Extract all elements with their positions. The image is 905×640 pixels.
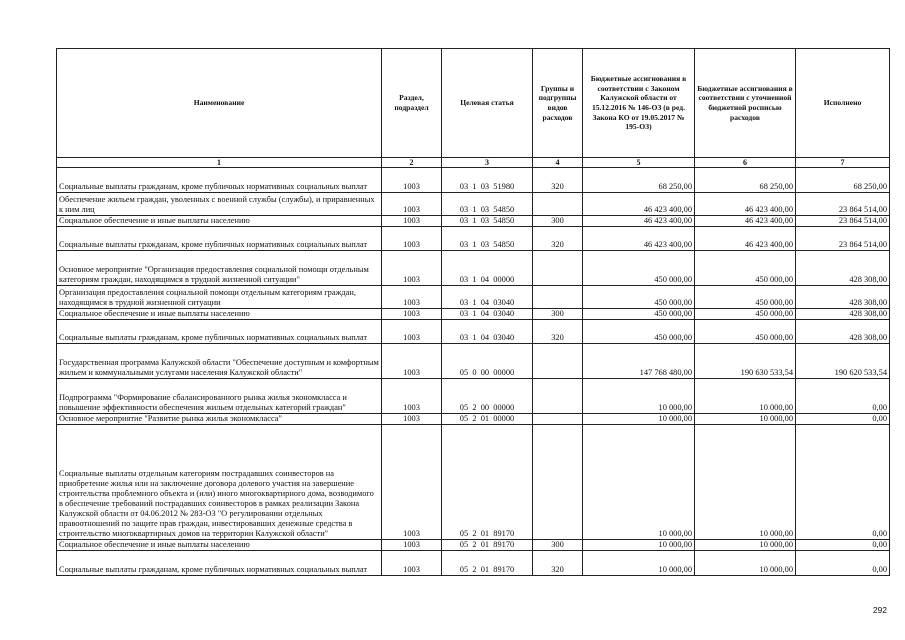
row-group [533,344,583,379]
row-name: Государственная программа Калужской области "Обеспечение доступным и комфортным жильем и коммунальными услугами населения Калужской области" [57,344,382,379]
row-group: 320 [533,168,583,193]
row-executed: 0,00 [796,425,890,540]
col-number: 5 [583,158,695,168]
row-law-allocation: 10 000,00 [583,540,695,551]
row-name: Организация предоставления социальной помощи отдельным категориям граждан, находящимся в трудной жизненной ситуации [57,286,382,309]
row-article: 05 0 00 00000 [442,344,533,379]
row-name: Основное мероприятие "Развитие рынка жилья экономкласса" [57,414,382,425]
row-name: Социальные выплаты гражданам, кроме публичных нормативных социальных выплат [57,551,382,576]
row-group [533,193,583,216]
row-article: 05 2 01 00000 [442,414,533,425]
row-group [533,379,583,414]
row-law-allocation: 46 423 400,00 [583,193,695,216]
col-number: 1 [57,158,382,168]
table-row [57,379,890,414]
row-plan-allocation: 10 000,00 [695,540,796,551]
row-article: 03 1 04 03040 [442,309,533,320]
row-plan-allocation: 10 000,00 [695,425,796,540]
row-executed: 190 620 533,54 [796,344,890,379]
row-executed: 428 308,00 [796,320,890,344]
row-section: 1003 [382,379,442,414]
col-number: 6 [695,158,796,168]
row-article: 03 1 04 03040 [442,286,533,309]
table-row [57,344,890,379]
row-executed: 23 864 514,00 [796,216,890,227]
row-name: Основное мероприятие "Организация предоставления социальной помощи отдельным категориям граждан, находящимся в трудной жизненной ситуации" [57,251,382,286]
row-section: 1003 [382,193,442,216]
row-article: 05 2 00 00000 [442,379,533,414]
col-header-executed: Исполнено [796,49,890,158]
row-plan-allocation: 10 000,00 [695,414,796,425]
row-executed: 68 250,00 [796,168,890,193]
row-article: 05 2 01 89170 [442,551,533,576]
budget-table [56,48,890,576]
row-group [533,425,583,540]
row-executed: 23 864 514,00 [796,227,890,251]
col-header-plan-allocation: Бюджетные ассигнования в соответствии с уточненной бюджетной росписью расходов [695,49,796,158]
row-executed: 23 864 514,00 [796,193,890,216]
row-section: 1003 [382,251,442,286]
row-article: 05 2 01 89170 [442,425,533,540]
row-article: 03 1 03 51980 [442,168,533,193]
row-article: 03 1 04 00000 [442,251,533,286]
row-name: Социальное обеспечение и иные выплаты населению [57,216,382,227]
row-executed: 428 308,00 [796,251,890,286]
page-number: 292 [872,605,887,615]
row-executed: 0,00 [796,379,890,414]
row-article: 03 1 03 54850 [442,193,533,216]
row-executed: 0,00 [796,414,890,425]
row-article: 05 2 01 89170 [442,540,533,551]
row-name: Социальные выплаты гражданам, кроме публичных нормативных социальных выплат [57,168,382,193]
row-section: 1003 [382,168,442,193]
col-number: 3 [442,158,533,168]
row-group [533,414,583,425]
row-name: Социальные выплаты гражданам, кроме публичных нормативных социальных выплат [57,227,382,251]
row-name: Социальное обеспечение и иные выплаты населению [57,309,382,320]
col-header-name: Наименование [57,49,382,158]
row-article: 03 1 03 54850 [442,216,533,227]
row-section: 1003 [382,344,442,379]
row-law-allocation: 10 000,00 [583,379,695,414]
table-row [57,309,890,320]
row-group: 320 [533,320,583,344]
row-article: 03 1 04 03040 [442,320,533,344]
header-row [57,49,890,158]
row-plan-allocation: 10 000,00 [695,551,796,576]
row-law-allocation: 10 000,00 [583,414,695,425]
row-executed: 0,00 [796,540,890,551]
row-section: 1003 [382,551,442,576]
row-section: 1003 [382,216,442,227]
row-section: 1003 [382,540,442,551]
table-row [57,551,890,576]
row-law-allocation: 68 250,00 [583,168,695,193]
row-section: 1003 [382,309,442,320]
row-section: 1003 [382,286,442,309]
row-plan-allocation: 46 423 400,00 [695,216,796,227]
row-group: 320 [533,227,583,251]
table-row [57,216,890,227]
row-group [533,286,583,309]
table-row [57,540,890,551]
row-plan-allocation: 46 423 400,00 [695,193,796,216]
row-law-allocation: 147 768 480,00 [583,344,695,379]
col-header-section: Раздел, подраздел [382,49,442,158]
row-plan-allocation: 46 423 400,00 [695,227,796,251]
row-plan-allocation: 450 000,00 [695,320,796,344]
row-plan-allocation: 68 250,00 [695,168,796,193]
table-row [57,286,890,309]
row-name: Социальное обеспечение и иные выплаты населению [57,540,382,551]
row-name: Подпрограмма "Формирование сбалансированного рынка жилья экономкласса и повышение эффективности обеспечения жильем отдельных категорий граждан" [57,379,382,414]
table-row [57,168,890,193]
row-law-allocation: 450 000,00 [583,309,695,320]
row-executed: 428 308,00 [796,286,890,309]
column-number-row [57,158,890,168]
row-name: Социальные выплаты гражданам, кроме публичных нормативных социальных выплат [57,320,382,344]
row-group: 300 [533,309,583,320]
row-plan-allocation: 450 000,00 [695,286,796,309]
row-executed: 0,00 [796,551,890,576]
row-law-allocation: 46 423 400,00 [583,216,695,227]
row-name: Социальные выплаты отдельным категориям пострадавших соинвесторов на приобретение жилья или на заключение договора долевого участия на завершение строительства проблемного объекта и (или) иного многоквартирного дома, возводимого в обеспечение требований пострадавших соинвесторов в рамках реализации Закона Калужской области от 04.06.2012 № 283-ОЗ "О регулировании отдельных правоотношений по защите прав граждан, инвестировавших денежные средства в строительство многоквартирных домов на территории Калужской области" [57,425,382,540]
row-law-allocation: 10 000,00 [583,551,695,576]
row-section: 1003 [382,320,442,344]
table-row [57,320,890,344]
row-group: 300 [533,216,583,227]
row-plan-allocation: 450 000,00 [695,309,796,320]
table-row [57,251,890,286]
row-law-allocation: 450 000,00 [583,286,695,309]
table-row [57,193,890,216]
table-row [57,425,890,540]
row-name: Обеспечение жильем граждан, уволенных с военной службы (службы), и приравненных к ним лиц [57,193,382,216]
row-law-allocation: 46 423 400,00 [583,227,695,251]
row-law-allocation: 450 000,00 [583,251,695,286]
row-section: 1003 [382,414,442,425]
row-plan-allocation: 190 630 533,54 [695,344,796,379]
row-group: 320 [533,551,583,576]
row-plan-allocation: 450 000,00 [695,251,796,286]
col-number: 2 [382,158,442,168]
row-executed: 428 308,00 [796,309,890,320]
row-section: 1003 [382,227,442,251]
col-header-law-allocation: Бюджетные ассигнования в соответствии с Законом Калужской области от 15.12.2016 № 146-ОЗ (в ред. Закона КО от 19.05.2017 № 195-ОЗ) [583,49,695,158]
row-plan-allocation: 10 000,00 [695,379,796,414]
col-header-article: Целевая статья [442,49,533,158]
table-row [57,414,890,425]
row-group: 300 [533,540,583,551]
row-law-allocation: 10 000,00 [583,425,695,540]
col-number: 7 [796,158,890,168]
table-row [57,227,890,251]
col-number: 4 [533,158,583,168]
col-header-group: Группы и подгруппы видов расходов [533,49,583,158]
row-law-allocation: 450 000,00 [583,320,695,344]
row-article: 03 1 03 54850 [442,227,533,251]
row-group [533,251,583,286]
row-section: 1003 [382,425,442,540]
